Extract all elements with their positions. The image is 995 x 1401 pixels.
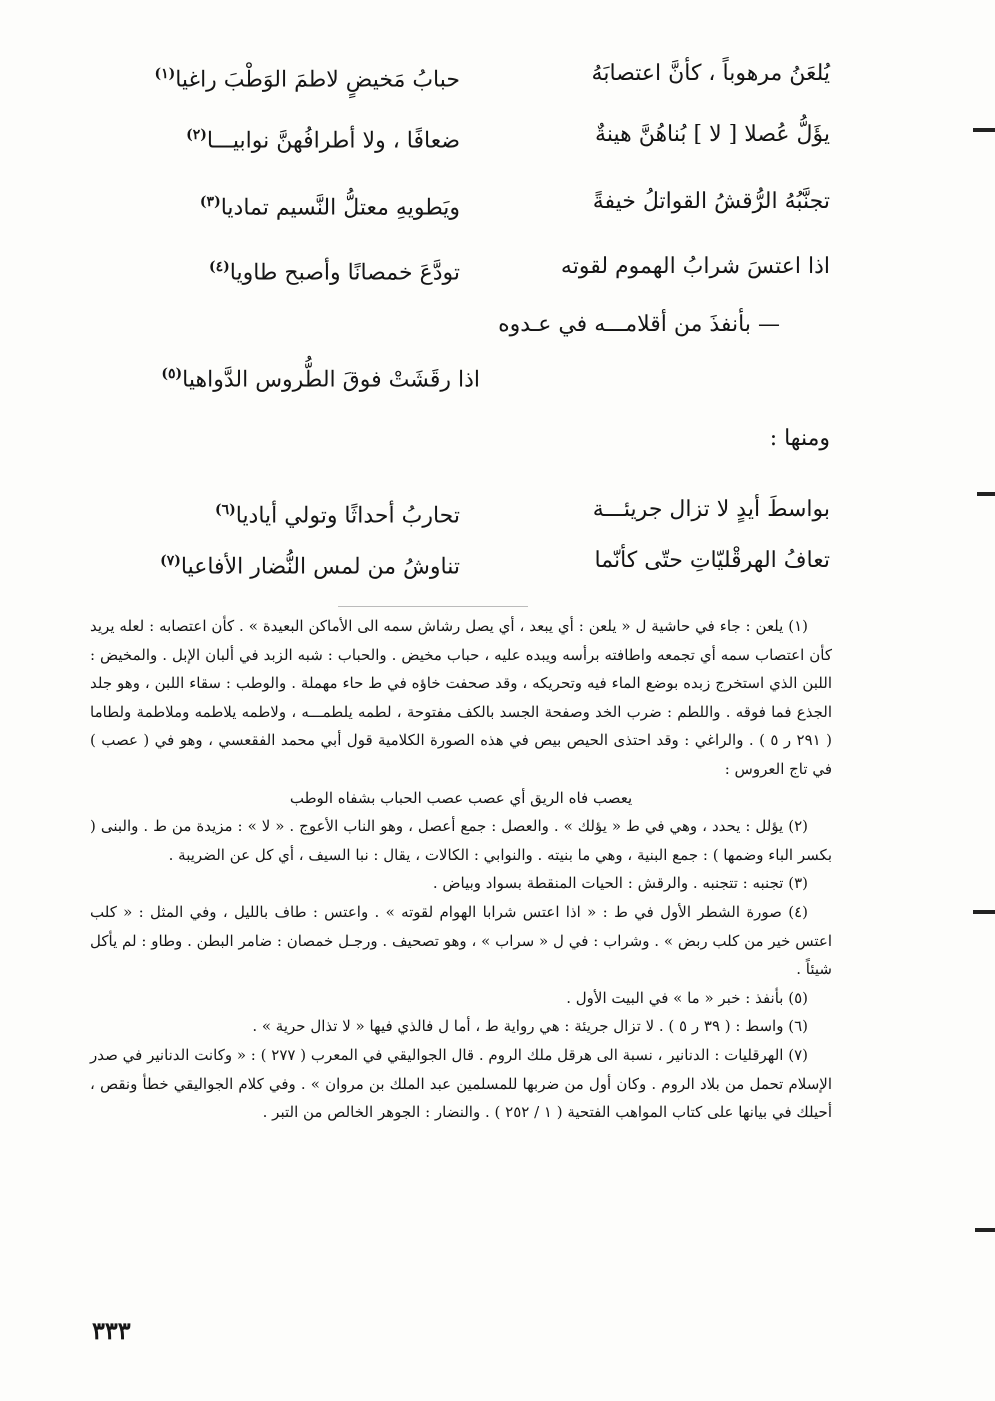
verse-6-first-hemistich: بواسطَ أيدٍ لا تزال جريئـــة xyxy=(592,497,830,522)
verse-3-first-hemistich: تجنَّبُهُ الرُّقشُ القواتلُ خيفةً xyxy=(592,189,830,214)
section-heading-minha: ومنها : xyxy=(769,426,830,451)
footnote-5: (٥) بأنفذ : خبر « ما » في البيت الأول . xyxy=(566,988,808,1007)
footnote-ref: (٤) xyxy=(208,259,230,275)
footnotes xyxy=(90,612,832,1127)
footnote-7: (٧) الهرقليات : الدنانير ، نسبة الى هرقل ملك الروم . قال الجواليقي في المعرب ( ٢٧٧ ) : « وكانت الدنانير في صدر الإسلام تحمل من بلاد الروم . وكان أول من ضربها للمسلمين عبد الملك بن مروان » . وفي كلام الجواليقي خطأ ونقص ، أحيلك في بيانها على كتاب المواهب الفتحية ( ١ / ٢٥٢ ) . والنضار : الجوهر الخالص من التبر . xyxy=(90,1045,832,1122)
footnote-6: (٦) واسط : ( ٣٩ ر ٥ ) . لا تزال جريئة : هي رواية ط ، أما ل فالذي فيها « لا تذال حرية » . xyxy=(252,1017,808,1036)
footnote-4: (٤) صورة الشطر الأول في ط : « اذا اعتس شرابا الهوام لقوته » . واعتس : طاف بالليل ، وفي المثل : « كلب اعتس خير من كلب ربض » . وشراب : في ل « سراب » ، وهو تصحيف . ورجـل خمصان : ضامر البطن . وطاو : لم يأكل شيئاً . xyxy=(90,902,832,979)
verse-1-second-hemistich: حبابُ مَخيضٍ لاطمَ الوَطْبَ راغيا$^{(١)}$ xyxy=(154,66,460,93)
margin-mark xyxy=(977,492,995,496)
margin-mark xyxy=(973,910,995,914)
footnote-1: (١) يلعن : جاء في حاشية ل « يلعن : أي يبعد ، أي يصل رشاش سمه الى الأماكن البعيدة » . كأن اعتصابه : لعله يريد كأن اعتصاب سمه أي تجمعه واطافته برأسه ويبده عليه ، حباب مخيض . والحباب : شبه الزبد في ألبان الإبل . والمخيض : اللبن الذي استخرج زبده بوضع الماء فيه وتحريكه ، وقد صحفت خاؤه في ط حاء مهملة . والوطب : سقاء اللبن ، وهو جلد الجذع فما فوقه . واللطم : ضرب الخد وصفحة الجسد بالكف مفتوحة ، لطمه يلطمـــه ، ولاطمه يلاطمه وملاطمة ولطاما ( ٢٩١ ر ٥ ) . والراغي : وقد احتذى الحيص بيص في هذه الصورة الكلامية قول أبي محمد الفقعسي ، وهو في ( عصب ) في تاج العروس : xyxy=(90,617,832,778)
footnote-ref: (١) xyxy=(154,66,176,82)
footnote-ref: (٢) xyxy=(186,127,207,143)
verse-7 xyxy=(90,534,830,588)
footnote-ref: (٣) xyxy=(199,194,221,210)
verse-5-second-part: اذا رقَشَتْ فوقَ الطُّروس الدَّواهيا$^{(٥)}$ xyxy=(161,366,480,393)
verse-4-first-hemistich: اذا اعتسَ شرابُ الهموم لقوته xyxy=(560,254,830,279)
verse-6 xyxy=(90,483,830,537)
footnote-1-quoted-verse: يعصب فاه الريق أي عصب عصب الحباب بشفاه الوطب xyxy=(289,788,633,807)
footnote-ref: (٦) xyxy=(214,502,236,518)
footnote-ref: (٧) xyxy=(160,553,181,569)
footnote-3: (٣) تجنبه : تتجنبه . والرقش : الحيات المنقطة بسواد وبياض . xyxy=(432,874,808,893)
verse-7-first-hemistich: تعافُ الهرقْليّاتِ حتّى كأنّما xyxy=(594,548,830,573)
verse-5-first-part: — بأنفذَ من أقلامـــه في عـدوه xyxy=(498,312,780,337)
footnote-ref: (٥) xyxy=(161,366,183,382)
page-number: ٣٣٣ xyxy=(92,1316,131,1345)
verse-3 xyxy=(90,175,830,229)
verse-3-second-hemistich: ويَطويهِ معتلُّ النَّسيم تماديا$^{(٣)}$ xyxy=(199,194,460,221)
verse-4-second-hemistich: تودَّعَ خمصانًا وأصبح طاويا$^{(٤)}$ xyxy=(208,259,460,286)
verse-4 xyxy=(90,240,830,294)
verse-1-first-hemistich: يُلعَنُ مرهوباً ، كأنَّ اعتصابَهُ xyxy=(591,61,830,86)
verse-2-first-hemistich: يؤَلُّ عُصلا [ لا ] بُناهُنَّ هينةٌ xyxy=(595,122,830,147)
margin-mark xyxy=(975,1228,995,1232)
verse-2-second-hemistich: ضعافًا ، ولا أطرافُهنَّ نوابيـــا$^{(٢)}$ xyxy=(186,127,460,154)
verse-1 xyxy=(90,47,830,101)
footnote-2: (٢) يؤلل : يحدد ، وهي في ط « يؤلك » . والعصل : جمع أعصل ، وهو الناب الأعوج . « لا » : مزيدة من ط . والبنى ( بكسر الباء وضمها ) : جمع البنية ، وهي ما بنيته . والنوابي : الكالات ، يقال : نبا السيف ، أي كل عن الضريبة . xyxy=(90,817,832,864)
verse-6-second-hemistich: تحاربُ أحداثًا وتولي أياديا$^{(٦)}$ xyxy=(214,502,460,529)
verse-2 xyxy=(90,108,830,162)
footnote-separator xyxy=(338,606,528,607)
verse-7-second-hemistich: تناوشُ من لمس النُّضار الأفاعيا$^{(٧)}$ xyxy=(160,553,460,580)
margin-mark xyxy=(973,128,995,132)
